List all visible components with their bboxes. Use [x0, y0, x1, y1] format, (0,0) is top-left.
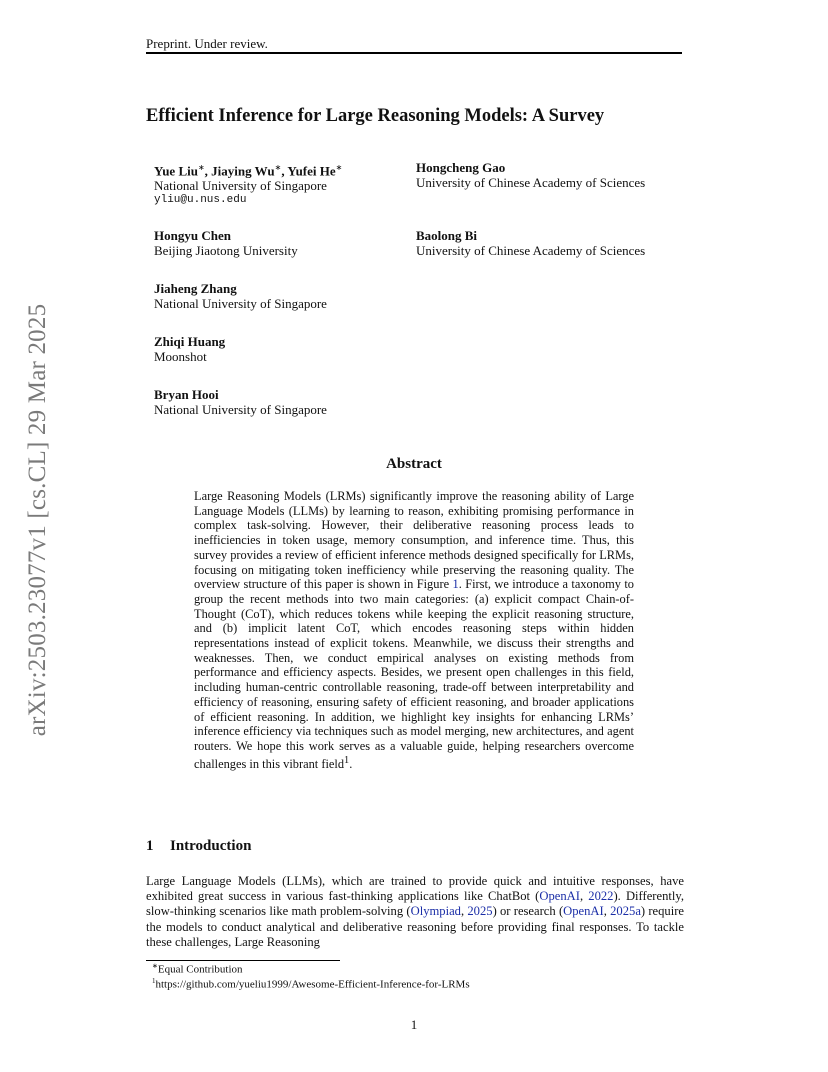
author-name: Baolong Bi: [416, 228, 478, 243]
footnote-marker[interactable]: 1: [344, 754, 350, 766]
footnote-equal-contribution: [152, 962, 243, 976]
body-text: ) require the models to conduct analytical and deliberative reasoning before providing final responses. To tackle these challenges, Large Reasoning: [146, 904, 685, 949]
author-block-5: [154, 281, 327, 311]
equal-contribution-mark: ∗: [335, 163, 343, 172]
author-block-3: [154, 228, 298, 258]
citation-link[interactable]: OpenAI: [539, 889, 580, 904]
footnote-rule: [146, 960, 340, 961]
body-text: ) or research (: [492, 904, 564, 919]
equal-contribution-mark: ∗: [274, 163, 282, 172]
citation-link[interactable]: 2025: [467, 904, 493, 919]
abstract-heading: Abstract: [386, 456, 442, 472]
citation-link[interactable]: OpenAI: [563, 904, 604, 919]
section-heading: [146, 838, 251, 855]
abstract-text: Large Reasoning Models (LRMs) significantly improve the reasoning ability of Large Language Models (LLMs) by learning to reason, exhibiting promising performance in complex task-solving. However, their deliberative reasoning process leads to inefficiencies in token usage, memory consumption, and inference time. Thus, this survey provides a review of efficient inference methods designed specifically for LRMs, focusing on mitigating token inefficiency while preserving the reasoning quality. The overview structure of this paper is shown in Figure: [194, 489, 634, 592]
author-affiliation: Beijing Jiaotong University: [154, 243, 298, 258]
author-affiliation: Moonshot: [154, 349, 207, 364]
section-title: Introduction: [170, 838, 252, 854]
citation-link[interactable]: Olympiad: [410, 904, 461, 919]
figure-reference-link[interactable]: 1: [452, 577, 459, 592]
arxiv-identifier: arXiv:2503.23077v1 [cs.CL] 29 Mar 2025: [24, 303, 51, 737]
author-name: Yue Liu: [154, 163, 198, 179]
paper-title: Efficient Inference for Large Reasoning Models: A Survey: [146, 106, 605, 126]
author-block-4: [416, 228, 645, 258]
author-name: Jiaheng Zhang: [154, 281, 237, 296]
citation-link[interactable]: 2025a: [610, 904, 641, 919]
introduction-body: [146, 874, 684, 950]
section-number: 1: [146, 838, 154, 854]
author-block-1: Yue Liu∗, Jiaying Wu∗, Yufei He∗ National University of Singapore yliu@u.nus.edu: [154, 163, 343, 207]
body-text: ). Differently, slow-thinking scenarios like math problem-solving (: [146, 889, 685, 919]
author-block-7: [154, 387, 327, 417]
author-block-6: [154, 334, 225, 364]
author-affiliation: National University of Singapore: [154, 402, 327, 417]
header-rule: [146, 52, 682, 54]
author-name: Jiaying Wu: [211, 163, 275, 179]
footnote-repository: [152, 977, 470, 991]
citation-link[interactable]: 2022: [588, 889, 614, 904]
author-name: Zhiqi Huang: [154, 334, 226, 349]
author-email[interactable]: yliu@u.nus.edu: [154, 194, 247, 207]
author-affiliation: National University of Singapore: [154, 178, 327, 194]
author-affiliation: National University of Singapore: [154, 296, 327, 311]
footnote-mark: 1: [152, 977, 156, 985]
body-text: ,: [603, 904, 611, 919]
body-text: Large Language Models (LLMs), which are trained to provide quick and intuitive responses, have exhibited great success in various fast-thinking applications like ChatBot (: [146, 874, 684, 904]
running-header: Preprint. Under review.: [146, 36, 268, 51]
repository-url-link[interactable]: https://github.com/yueliu1999/Awesome-Efficient-Inference-for-LRMs: [155, 978, 470, 991]
author-affiliation: University of Chinese Academy of Sciences: [416, 243, 646, 258]
footnote-mark: ∗: [152, 962, 158, 970]
author-name: Hongcheng Gao: [416, 160, 506, 175]
abstract-text: .: [349, 756, 353, 771]
equal-contribution-mark: ∗: [197, 163, 205, 172]
body-text: ,: [460, 904, 468, 919]
author-name: Yufei He: [287, 163, 336, 179]
page-number: 1: [410, 1017, 418, 1032]
author-name: Bryan Hooi: [154, 387, 219, 402]
body-text: ,: [579, 889, 589, 904]
abstract-body: [194, 489, 634, 771]
abstract-text: . First, we introduce a taxonomy to group the recent methods into two main categories: (a) explicit compact Chain-of-Thought (CoT), which reduces tokens while keeping the explicit reasoning structure, and (b) implicit latent CoT, which encodes reasoning steps within hidden representations instead of explicit tokens. Meanwhile, we discuss their strengths and weaknesses. Then, we conduct empirical analyses on existing methods from performance and efficiency aspects. Besides, we present open challenges in this field, including human-centric controllable reasoning, trade-off between interpretability and efficiency of reasoning, ensuring safety of efficient reasoning, and broader applications of efficient reasoning. In addition, we highlight key insights for enhancing LRMs’ inference efficiency via techniques such as model merging, new architectures, and agent routers. We hope this work serves as a valuable guide, helping researchers overcome challenges in this vibrant field: [194, 577, 634, 771]
footnote-text: Equal Contribution: [157, 963, 243, 976]
author-block-2: [416, 160, 645, 190]
author-name: Hongyu Chen: [154, 228, 231, 243]
author-affiliation: University of Chinese Academy of Sciences: [416, 175, 646, 190]
